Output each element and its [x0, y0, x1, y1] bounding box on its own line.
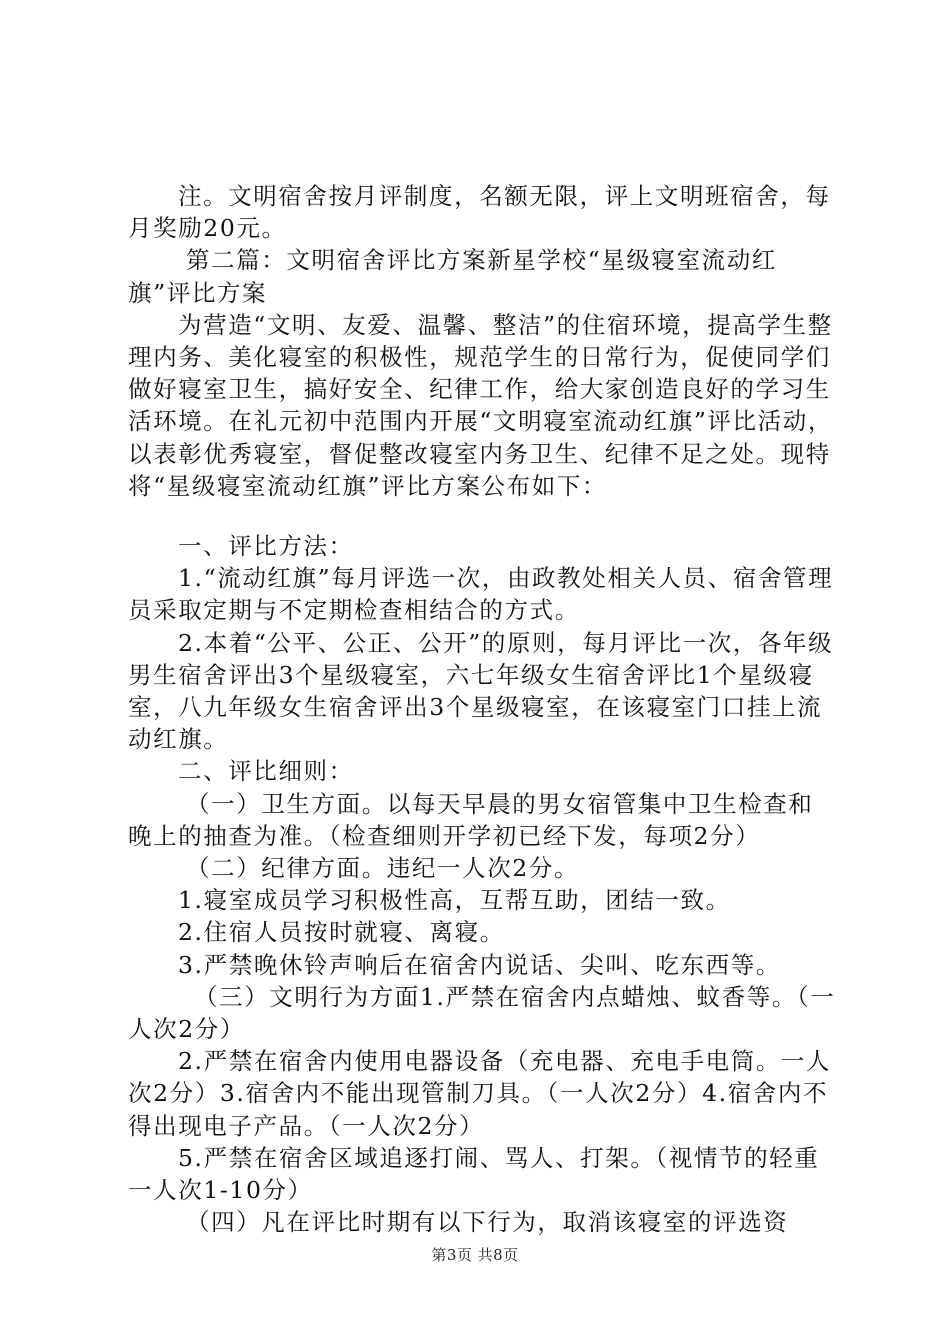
paragraph-spacer [128, 502, 838, 530]
paragraph-discipline-3: 3.严禁晚休铃声响后在宿舍内说话、尖叫、吃东西等。 [178, 950, 781, 979]
paragraph-method-1: 1.“流动红旗”每月评选一次，由政教处相关人员、宿舍管理员采取定期与不定期检查相结合的方式。 [128, 564, 834, 625]
paragraph-method-2: 2.本着“公平、公正、公开”的原则，每月评比一次，各年级男生宿舍评出3个星级寝室，六七年级女生宿舍评比1个星级寝室，八九年级女生宿舍评出3个星级寝室，在该寝室门口挂上流动红旗。 [128, 628, 834, 754]
page-footer: 第3页 共8页 [431, 1246, 519, 1264]
paragraph-discipline: （二）纪律方面。违纪一人次2分。 [186, 854, 580, 883]
heading-method: 一、评比方法： [178, 532, 354, 561]
paragraph-intro: 为营造“文明、友爱、温馨、整洁”的住宿环境，提高学生整理内务、美化寝室的积极性，规范学生的日常行为，促使同学们做好寝室卫生，搞好安全、纪律工作，给大家创造良好的学习生活环境。在礼元初中范围内开展“文明寝室流动红旗”评比活动，以表彰优秀寝室，督促整改寝室内务卫生、纪律不足之处。现特将“星级寝室流动红旗”评比方案公布如下： [128, 310, 833, 500]
paragraph-conduct-2: 2.严禁在宿舍内使用电器设备（充电器、充电手电筒。一人次2分）3.宿舍内不能出现管制刀具。（一人次2分）4.宿舍内不得出现电子产品。（一人次2分） [128, 1047, 832, 1140]
document-body [128, 180, 838, 1239]
paragraph-disqualify: （四）凡在评比时期有以下行为，取消该寝室的评选资 [186, 1208, 789, 1237]
paragraph-discipline-2: 2.住宿人员按时就寝、离寝。 [178, 918, 505, 947]
heading-rules: 二、评比细则： [178, 757, 354, 786]
paragraph-discipline-1: 1.寝室成员学习积极性高，互帮互助，团结一致。 [178, 886, 731, 915]
paragraph-section-title: 第二篇：文明宿舍评比方案新星学校“星级寝室流动红旗”评比方案 [128, 246, 777, 307]
paragraph-hygiene: （一）卫生方面。以每天早晨的男女宿管集中卫生检查和晚上的抽查为准。（检查细则开学初已经下发，每项2分） [128, 789, 814, 850]
paragraph-conduct: （三）文明行为方面1.严禁在宿舍内点蜡烛、蚊香等。（一人次2分） [128, 982, 836, 1044]
paragraph-note: 注。文明宿舍按月评制度，名额无限，评上文明班宿舍，每月奖励20元。 [128, 182, 831, 243]
paragraph-conduct-5: 5.严禁在宿舍区域追逐打闹、骂人、打架。（视情节的轻重一人次1-10分） [128, 1143, 820, 1205]
